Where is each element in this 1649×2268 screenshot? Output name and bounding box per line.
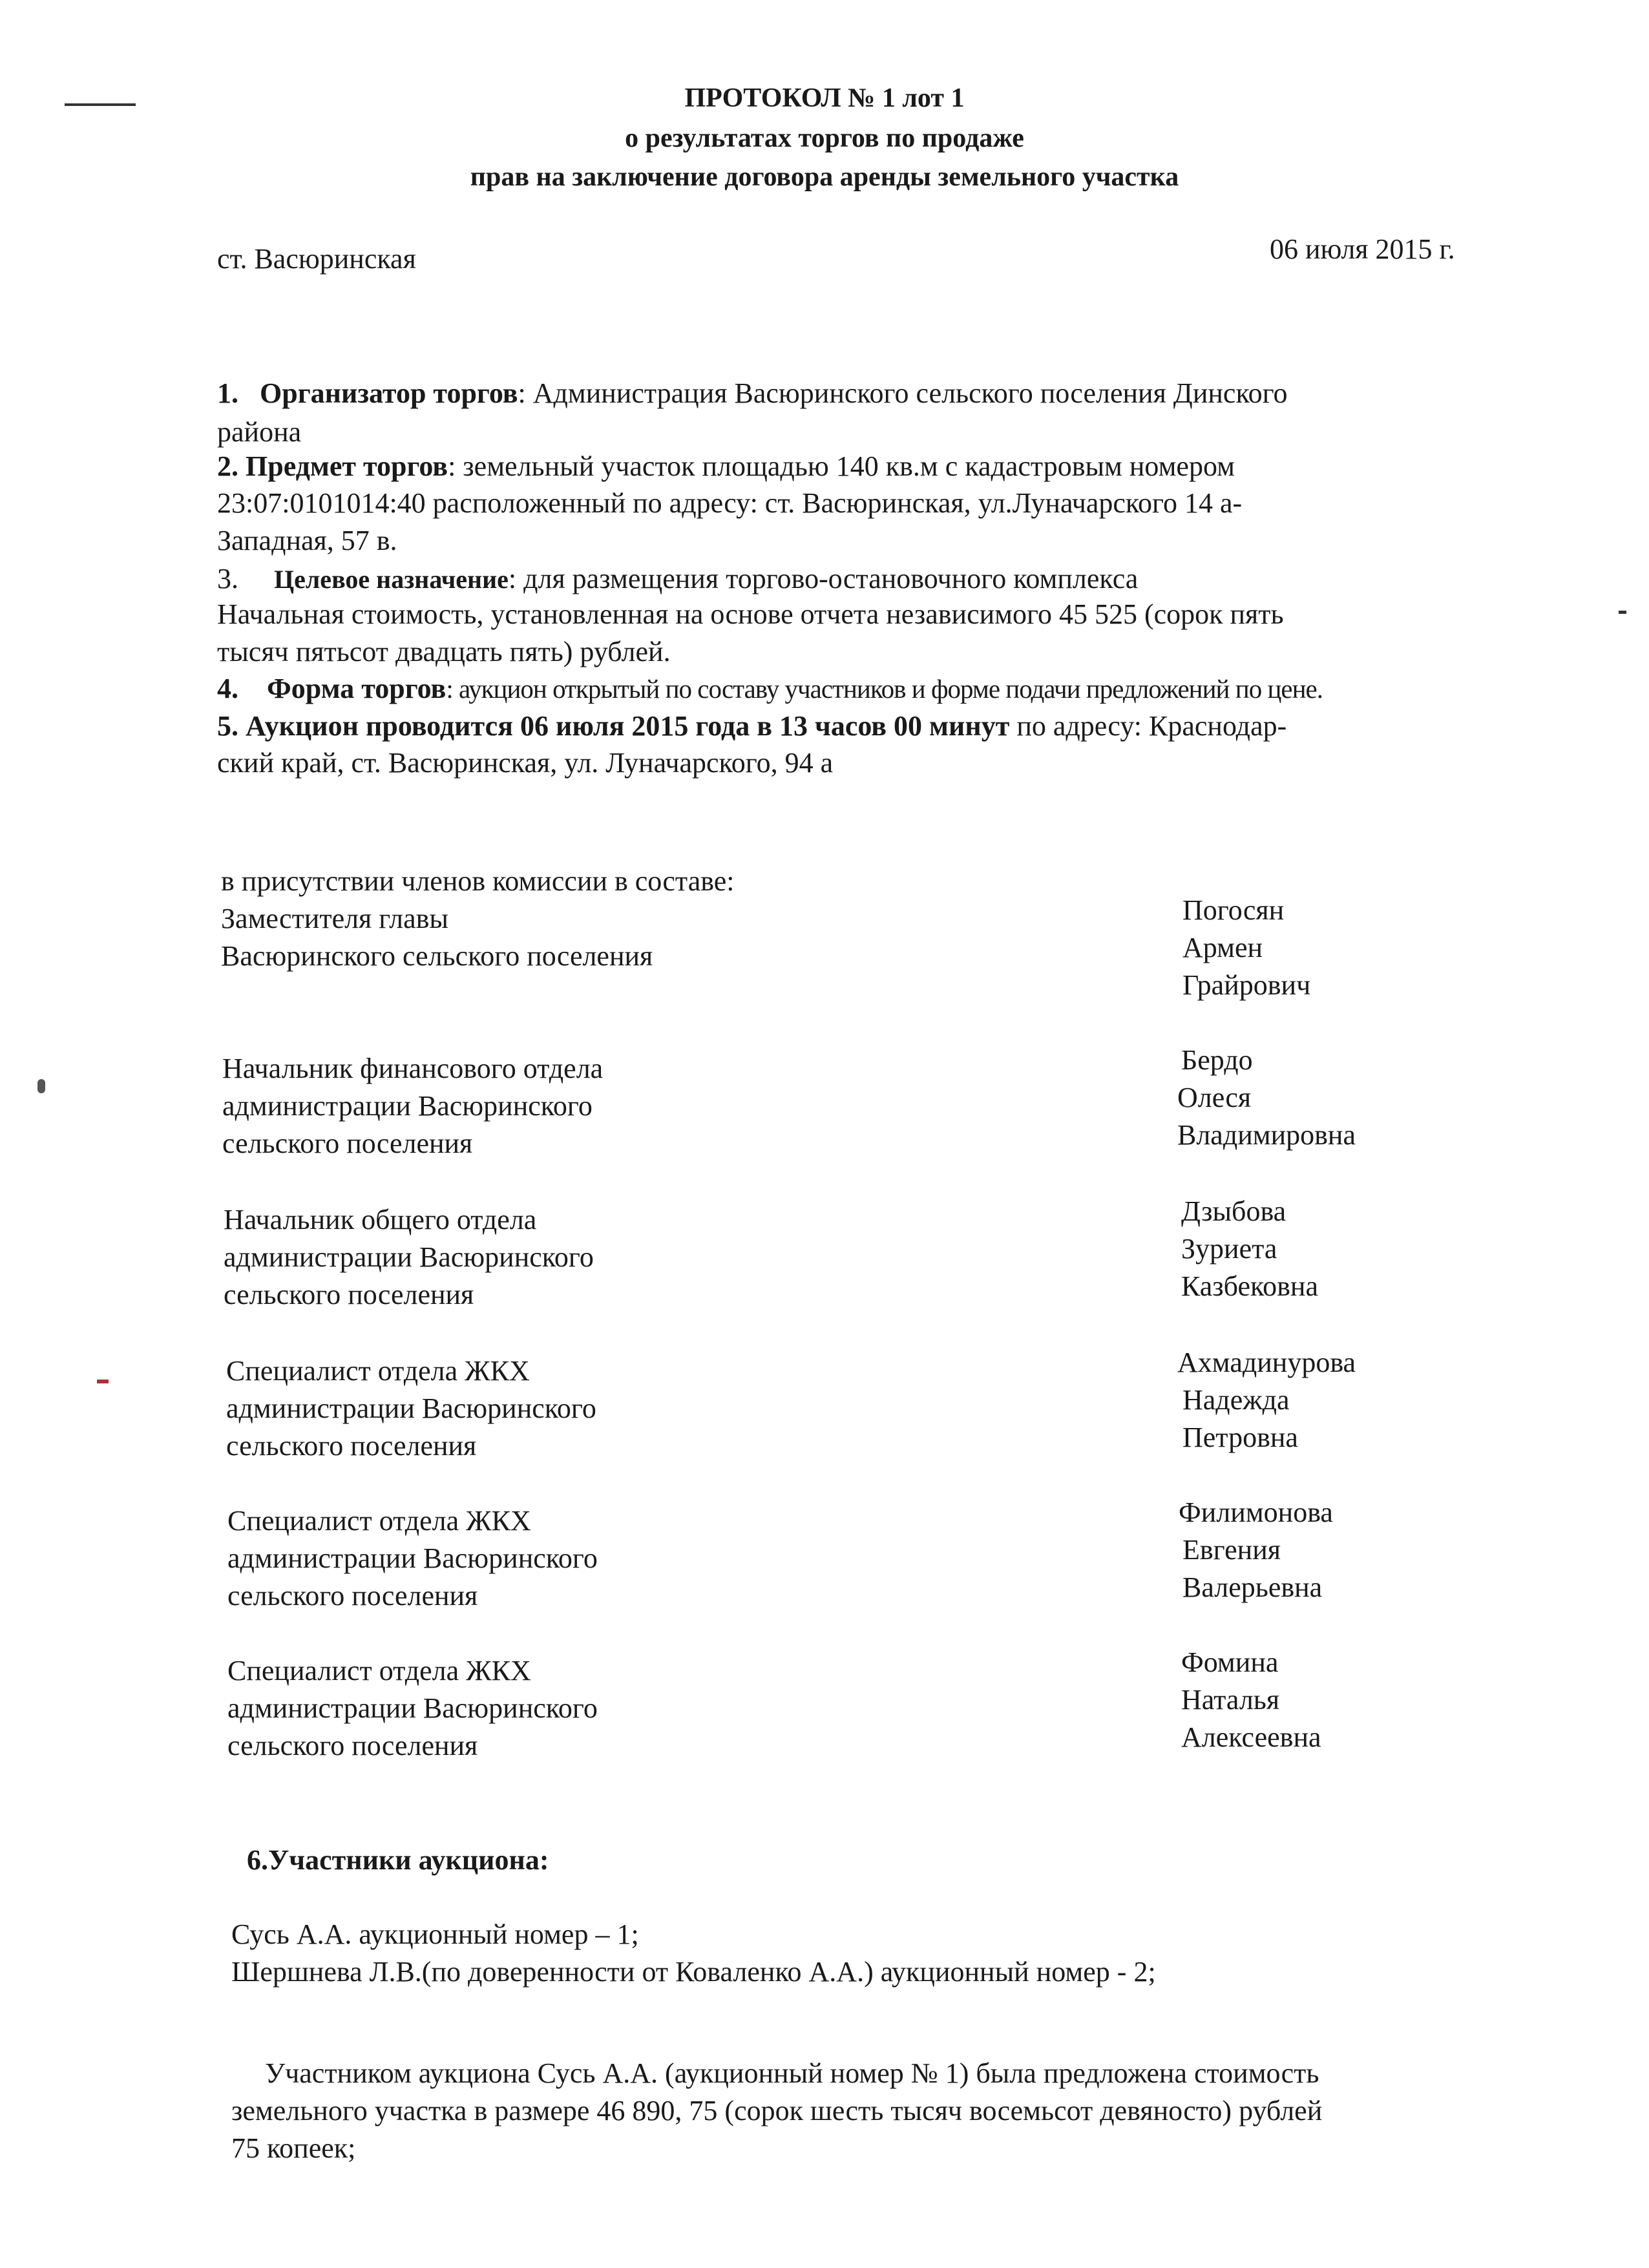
item-auction [217,708,1287,745]
member-position: Специалист отдела ЖКХ [227,1655,531,1686]
member-name: Валерьевна [1182,1571,1323,1603]
member-name: Олеся [1177,1082,1252,1113]
item-form-text: : аукцион открытый по составу участников и форме подачи предложений по цене. [446,674,1323,704]
date: 06 июля 2015 г. [1270,233,1455,265]
member-position: администрации Васюринского [227,1692,598,1724]
item-subject-text-cont-1: 23:07:0101014:40 расположенный по адресу: ст. Васюринская, ул.Луначарского 14 а- [217,487,1243,519]
commission-intro: в присутствии членов комиссии в составе: [221,865,735,897]
member-name: Евгения [1182,1534,1281,1566]
item-organizer-text-cont: района [217,416,302,448]
member-name: Филимонова [1179,1496,1333,1528]
offer-text-2: земельного участка в размере 46 890, 75 (сорок шесть тысяч восемьсот девяносто) рублей [231,2095,1323,2126]
item-organizer-label: Организатор торгов [260,377,518,409]
item-subject-label: Предмет торгов [246,450,448,482]
member-position: Заместителя главы [221,903,448,934]
item-auction-label: 5. Аукцион проводится 06 июля 2015 года в 13 часов 00 минут [217,710,1010,742]
member-position: администрации Васюринского [227,1542,598,1574]
member-name: Наталья [1181,1684,1280,1716]
item-subject-text: : земельный участок площадью 140 кв.м с кадастровым номером [448,450,1235,482]
member-name: Алексеевна [1181,1721,1321,1753]
member-name: Армен [1182,932,1263,963]
member-name: Грайрович [1182,969,1311,1001]
document-title: ПРОТОКОЛ № 1 лот 1 [684,83,965,113]
member-position: Начальник общего отдела [224,1204,537,1235]
member-position: Специалист отдела ЖКХ [227,1505,531,1537]
item-subject [217,448,1235,485]
item-auction-text: по адресу: Краснодар- [1009,710,1287,742]
member-name: Петровна [1182,1422,1298,1453]
item-organizer-text: : Администрация Васюринского сельского поселения Динского [518,377,1288,409]
member-name: Фомина [1181,1646,1279,1678]
offer-text-1: Участником аукциона Сусь А.А. (аукционный номер № 1) была предложена стоимость [265,2057,1319,2089]
member-name: Бердо [1181,1044,1253,1076]
member-position: Васюринского сельского поселения [221,940,653,972]
scan-dot-right [1619,611,1626,614]
member-position: Специалист отдела ЖКХ [226,1355,530,1387]
participant-item: Сусь А.А. аукционный номер – 1; [231,1918,639,1950]
item-purpose [217,560,1138,598]
place: ст. Васюринская [217,243,416,275]
member-position: сельского поселения [227,1730,478,1761]
participant-item: Шершнева Л.В.(по доверенности от Коваленко А.А.) аукционный номер - 2; [231,1956,1156,1988]
document-subtitle-1: о результатах торгов по продаже [625,123,1024,153]
item-organizer [217,375,1522,412]
item-subject-num: 2. [217,450,238,482]
participants-heading: 6.Участники аукциона: [247,1844,549,1876]
member-position: администрации Васюринского [222,1090,593,1122]
member-position: сельского поселения [226,1430,477,1462]
document-subtitle-2: прав на заключение договора аренды земельного участка [470,162,1179,192]
item-purpose-text: : для размещения торгово-остановочного комплекса [508,563,1139,594]
item-organizer-num: 1. [217,377,238,409]
item-form-num: 4. [217,673,238,704]
item-purpose-label: Целевое назначение [274,565,509,594]
member-position: администрации Васюринского [226,1392,596,1424]
scan-dot-left-1 [37,1079,45,1093]
item-auction-text-cont: ский край, ст. Васюринская, ул. Луначарского, 94 а [217,747,834,779]
item-form [217,670,1323,708]
member-name: Надежда [1182,1384,1290,1416]
item-form-label: Форма торгов [267,673,446,704]
offer-text-3: 75 копеек; [231,2132,356,2164]
member-name: Погосян [1182,894,1285,926]
scan-dot-left-2 [97,1380,109,1383]
member-position: Начальник финансового отдела [222,1053,604,1084]
member-position: сельского поселения [222,1128,473,1159]
item-subject-text-cont-2: Западная, 57 в. [217,525,397,556]
member-name: Зуриета [1181,1233,1277,1265]
item-purpose-price: Начальная стоимость, установленная на основе отчета независимого 45 525 (сорок пять [217,598,1284,630]
member-name: Казбековна [1181,1270,1319,1302]
item-purpose-num: 3. [217,563,238,594]
member-name: Владимировна [1177,1119,1356,1151]
member-name: Ахмадинурова [1177,1347,1356,1378]
member-position: сельского поселения [224,1279,474,1310]
member-name: Дзыбова [1181,1195,1287,1227]
member-position: администрации Васюринского [224,1241,594,1273]
item-purpose-price-cont: тысяч пятьсот двадцать пять) рублей. [217,636,671,667]
member-position: сельского поселения [227,1580,478,1612]
